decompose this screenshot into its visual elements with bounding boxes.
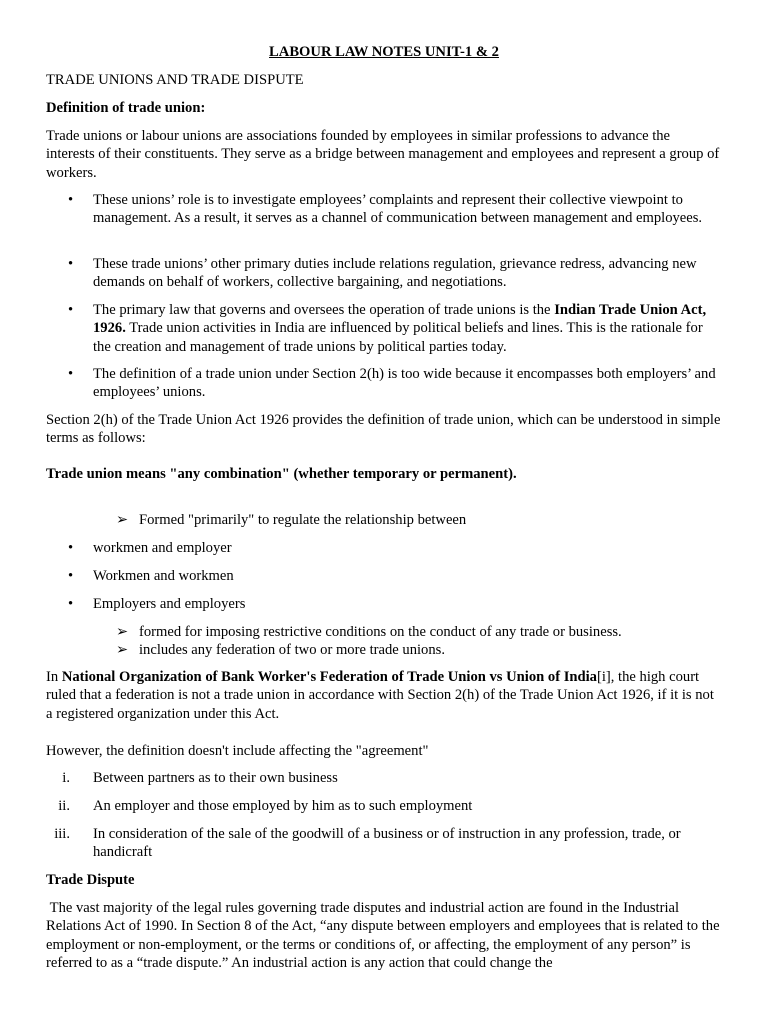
arrow-text: includes any federation of two or more trade unions. [139, 642, 445, 658]
trade-dispute-heading: Trade Dispute [46, 872, 135, 888]
arrow-item [46, 641, 722, 659]
roman-list-item [46, 797, 722, 815]
act-name: Indian Trade Union Act, 1926. [93, 302, 707, 337]
bullet-marker: • [68, 596, 74, 612]
roman-list-item [46, 825, 722, 862]
roman-numeral: iii. [54, 826, 70, 842]
definition-heading: Definition of trade union: [46, 100, 206, 116]
however-paragraph: However, the definition doesn't include affecting the "agreement" [46, 743, 429, 759]
bullet-marker: • [68, 256, 74, 272]
roman-list-item [46, 769, 722, 787]
bullet-text: The definition of a trade union under Section 2(h) is too wide because it encompasses both employers’ and employees’ unions. [93, 366, 716, 401]
roman-numeral: ii. [58, 798, 70, 814]
bullet-marker: • [68, 366, 74, 382]
bullet-text: These trade unions’ other primary duties include relations regulation, grievance redress, advancing new demands on behalf of workers, collective bargaining, and negotiations. [93, 256, 697, 291]
bullet-text: workmen and employer [93, 540, 232, 556]
case-paragraph [46, 668, 722, 723]
document-title: LABOUR LAW NOTES UNIT-1 & 2 [269, 44, 499, 60]
section-heading: TRADE UNIONS AND TRADE DISPUTE [46, 72, 304, 88]
bullet-item [46, 539, 722, 557]
bullet-marker: • [68, 540, 74, 556]
arrow-marker: ➢ [116, 642, 129, 658]
trade-dispute-paragraph: The vast majority of the legal rules governing trade disputes and industrial action are found in the Industrial Relations Act of 1990. In Section 8 of the Act, “any dispute between employers and employees that is related to the employment or non-employment, or the terms or conditions of, or affecting, the employment of any person” is referred to as a “trade dispute.” An industrial action is any action that could change the [46, 900, 724, 972]
roman-numeral: i. [62, 770, 70, 786]
trade-union-means: Trade union means "any combination" (whether temporary or permanent). [46, 466, 517, 482]
bullet-marker: • [68, 192, 74, 208]
bullet-item [46, 191, 722, 228]
roman-item-text: In consideration of the sale of the goodwill of a business or of instruction in any profession, trade, or handicraft [93, 826, 681, 861]
bullet-item [46, 567, 722, 585]
case-name: National Organization of Bank Worker's Federation of Trade Union vs Union of India [61, 669, 597, 685]
bullet-item [46, 595, 722, 613]
bullet-marker: • [68, 568, 74, 584]
bullet-text: Workmen and workmen [93, 568, 234, 584]
arrow-item [46, 623, 722, 641]
roman-item-text: An employer and those employed by him as to such employment [93, 798, 473, 814]
arrow-text: formed for imposing restrictive conditions on the conduct of any trade or business. [139, 624, 622, 640]
bullet-text: These unions’ role is to investigate employees’ complaints and represent their collective viewpoint to management. As a result, it serves as a channel of communication between management and employees. [93, 192, 703, 227]
bullet-item [46, 301, 722, 356]
bullet-text: Employers and employers [93, 596, 246, 612]
case-text: [i], the high court ruled that a federation is not a trade union in accordance with Section 2(h) of the Trade Union Act 1926, if it is not a registered organization under this Act. [46, 669, 714, 722]
case-text: In [46, 669, 62, 685]
arrow-marker: ➢ [116, 624, 129, 640]
arrow-marker: ➢ [116, 512, 129, 528]
section-paragraph: Section 2(h) of the Trade Union Act 1926 provides the definition of trade union, which can be understood in simple terms as follows: [46, 412, 721, 447]
bullet-item [46, 255, 722, 292]
intro-paragraph: Trade unions or labour unions are associations founded by employees in similar professions to advance the interests of their constituents. They serve as a bridge between management and employees and represent a group of workers. [46, 128, 720, 181]
arrow-text: Formed "primarily" to regulate the relationship between [139, 512, 467, 528]
bullet-text: The primary law that governs and oversees the operation of trade unions is the [93, 302, 555, 318]
bullet-item [46, 365, 722, 402]
bullet-text: Trade union activities in India are influenced by political beliefs and lines. This is the rationale for the creation and management of trade unions by political parties today. [93, 320, 703, 355]
bullet-marker: • [68, 302, 74, 318]
roman-item-text: Between partners as to their own business [93, 770, 338, 786]
arrow-item [46, 511, 722, 529]
